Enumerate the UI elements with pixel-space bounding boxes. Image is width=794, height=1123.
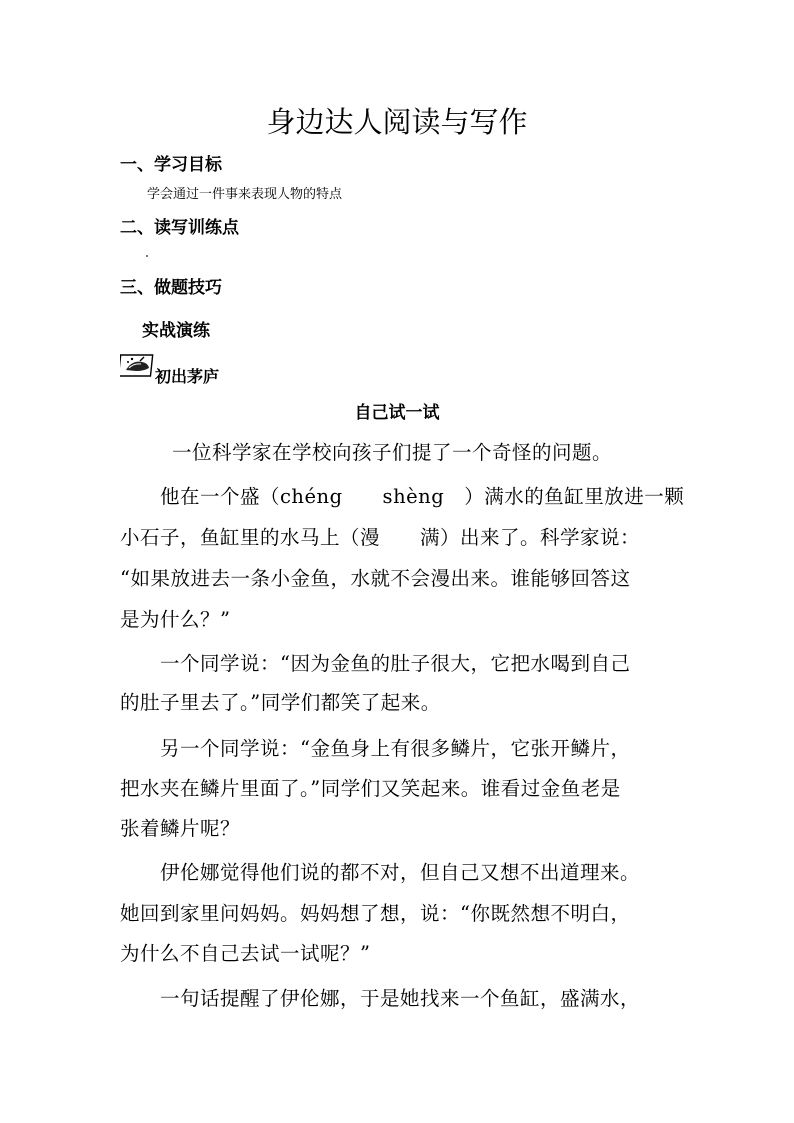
page-title: 身边达人阅读与写作 (266, 105, 528, 139)
story-line: 张着鳞片呢？ (120, 817, 241, 840)
story-line: 他在一个盛（chéng shèng ）满水的鱼缸里放进一颗 (160, 485, 685, 508)
story-line: “如果放进去一条小金鱼，水就不会漫出来。谁能够回答这 (120, 567, 631, 590)
section-heading-training-points: 二、读写训练点 (120, 218, 239, 238)
section-text-goals: 学会通过一件事来表现人物的特点 (147, 187, 343, 202)
story-line: 她回到家里问妈妈。妈妈想了想，说：“你既然想不明白， (120, 902, 631, 925)
story-line: 伊伦娜觉得他们说的都不对，但自己又想不出道理来。 (160, 861, 641, 884)
story-line: 一位科学家在学校向孩子们提了一个奇怪的问题。 (172, 441, 613, 464)
story-line: 小石子，鱼缸里的水马上（漫 满）出来了。科学家说： (120, 526, 641, 549)
stray-dot (146, 255, 148, 257)
story-line: 的肚子里去了。”同学们都笑了起来。 (120, 691, 441, 714)
section-heading-tips: 三、做题技巧 (120, 278, 222, 298)
practice-heading: 实战演练 (142, 321, 210, 341)
story-line: 为什么不自己去试一试呢？” (120, 942, 371, 965)
story-line: 把水夹在鳞片里面了。”同学们又笑起来。谁看过金鱼老是 (120, 777, 621, 800)
lamp-icon (120, 352, 154, 378)
story-line: 另一个同学说：“金鱼身上有很多鳞片，它张开鳞片， (160, 737, 631, 760)
section-heading-goals: 一、学习目标 (120, 155, 222, 175)
story-line: 一个同学说：“因为金鱼的肚子很大，它把水喝到自己 (160, 652, 631, 675)
story-line: 是为什么？” (120, 608, 231, 631)
first-try-label: 初出茅庐 (155, 367, 220, 386)
story-line: 一句话提醒了伊伦娜，于是她找来一个鱼缸，盛满水， (160, 987, 641, 1010)
story-title: 自己试一试 (354, 403, 440, 423)
